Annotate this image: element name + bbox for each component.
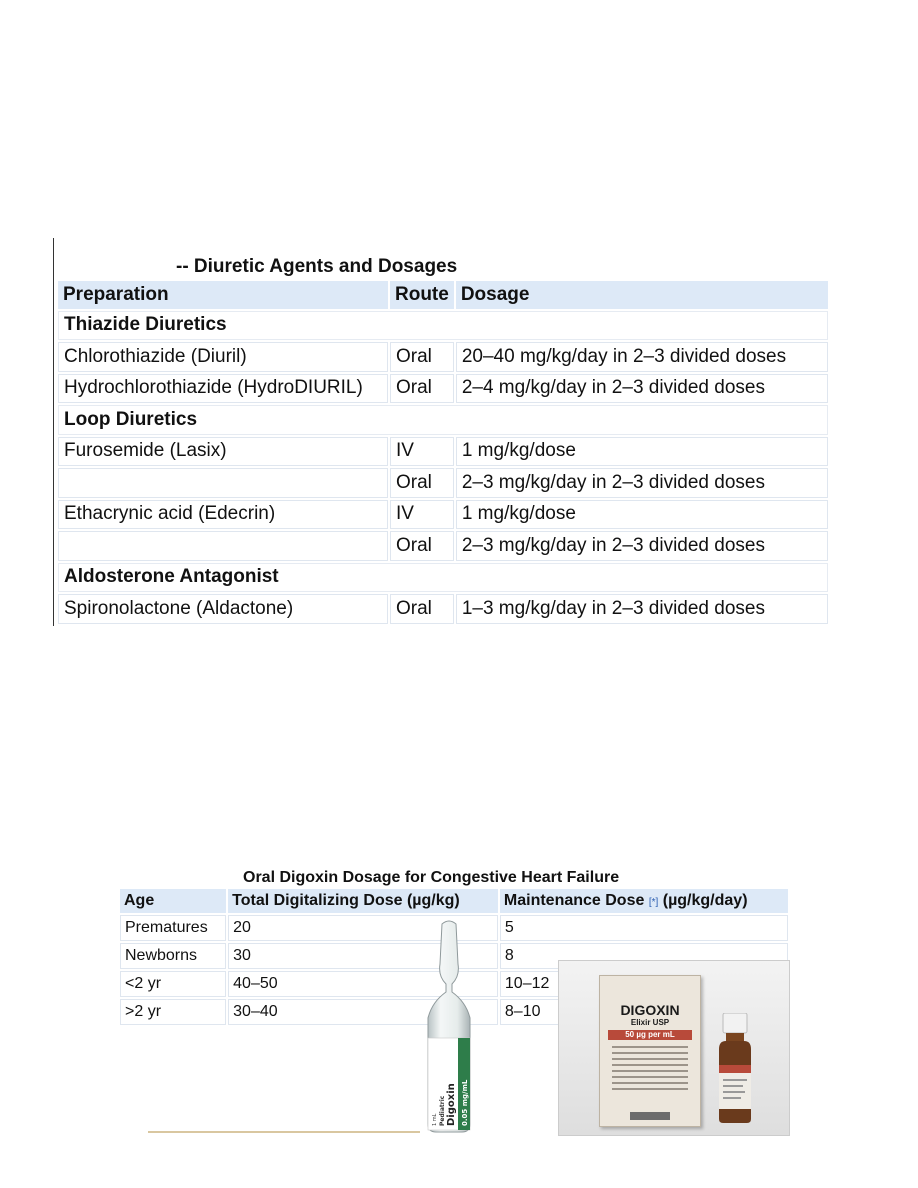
dosage-cell: 1 mg/kg/dose (456, 500, 828, 530)
preparation-cell (58, 468, 388, 498)
box-form: Elixir USP (630, 1018, 670, 1027)
box-manufacturer-logo (630, 1112, 670, 1120)
total-dose-cell: 40–50 (228, 971, 498, 997)
header-route: Route (390, 281, 454, 309)
preparation-cell: Chlorothiazide (Diuril) (58, 342, 388, 372)
age-cell: Newborns (120, 943, 226, 969)
route-cell: Oral (390, 594, 454, 624)
box-strength: 50 µg per mL (608, 1030, 692, 1040)
table-row (58, 531, 828, 561)
route-cell: Oral (390, 342, 454, 372)
section-loop: Loop Diuretics (58, 405, 828, 435)
maintenance-cell: 8 (500, 943, 788, 969)
header-total-dose: Total Digitalizing Dose (µg/kg) (228, 889, 498, 913)
dosage-cell: 2–3 mg/kg/day in 2–3 divided doses (456, 468, 828, 498)
digoxin-ampule-photo (414, 918, 484, 1136)
preparation-cell (58, 531, 388, 561)
table-row (58, 374, 828, 404)
header-row (120, 889, 788, 913)
box-fine-print (604, 980, 696, 1002)
age-cell: >2 yr (120, 999, 226, 1025)
section-row (58, 563, 828, 593)
dosage-cell: 1 mg/kg/dose (456, 437, 828, 467)
route-cell: IV (390, 500, 454, 530)
table-row (58, 500, 828, 530)
digoxin-bottle (709, 1013, 761, 1125)
maintenance-cell: 5 (500, 915, 788, 941)
vial-drug-name: Digoxin (446, 1083, 457, 1126)
preparation-cell: Spironolactone (Aldactone) (58, 594, 388, 624)
dosage-cell: 1–3 mg/kg/day in 2–3 divided doses (456, 594, 828, 624)
table-row (58, 594, 828, 624)
maintenance-cell: 10–12 (500, 971, 788, 997)
total-dose-cell: 30–40 (228, 999, 498, 1025)
vial-volume: 1 mL (432, 1113, 438, 1126)
route-cell: Oral (390, 374, 454, 404)
digoxin-box (599, 975, 701, 1127)
maintenance-label: Maintenance Dose (503, 892, 645, 909)
preparation-cell: Ethacrynic acid (Edecrin) (58, 500, 388, 530)
dosage-cell: 2–4 mg/kg/day in 2–3 divided doses (456, 374, 828, 404)
maintenance-unit: (µg/kg/day) (662, 892, 748, 909)
route-cell: Oral (390, 531, 454, 561)
section-thiazide: Thiazide Diuretics (58, 311, 828, 341)
left-rule (53, 238, 54, 626)
table-row (58, 342, 828, 372)
header-age: Age (120, 889, 226, 913)
table-row (58, 437, 828, 467)
section-row (58, 311, 828, 341)
box-drug-name: DIGOXIN (620, 1002, 680, 1018)
age-cell: <2 yr (120, 971, 226, 997)
route-cell: IV (390, 437, 454, 467)
header-row (58, 281, 828, 309)
vial-pediatric: Pediatric (439, 1095, 446, 1126)
header-dosage: Dosage (456, 281, 828, 309)
preparation-cell: Furosemide (Lasix) (58, 437, 388, 467)
digoxin-elixir-photo (558, 960, 790, 1136)
box-text-lines (612, 1046, 688, 1094)
diuretic-table-title: -- Diuretic Agents and Dosages (176, 256, 458, 277)
digoxin-table-title: Oral Digoxin Dosage for Congestive Heart Failure (243, 869, 620, 886)
route-cell: Oral (390, 468, 454, 498)
total-dose-cell: 30 (228, 943, 498, 969)
section-aldosterone: Aldosterone Antagonist (58, 563, 828, 593)
age-cell: Prematures (120, 915, 226, 941)
header-preparation: Preparation (58, 281, 388, 309)
header-maintenance-dose (500, 889, 788, 913)
footnote-link[interactable]: [*] (648, 897, 659, 908)
dosage-cell: 2–3 mg/kg/day in 2–3 divided doses (456, 531, 828, 561)
dosage-cell: 20–40 mg/kg/day in 2–3 divided doses (456, 342, 828, 372)
maintenance-cell: 8–10 (500, 999, 788, 1025)
diuretic-table (56, 279, 830, 626)
table-row (58, 468, 828, 498)
vial-concentration: 0.05 mg/mL (461, 1079, 469, 1126)
total-dose-cell: 20 (228, 915, 498, 941)
image-bottom-edge (148, 1131, 420, 1133)
section-row (58, 405, 828, 435)
preparation-cell: Hydrochlorothiazide (HydroDIURIL) (58, 374, 388, 404)
